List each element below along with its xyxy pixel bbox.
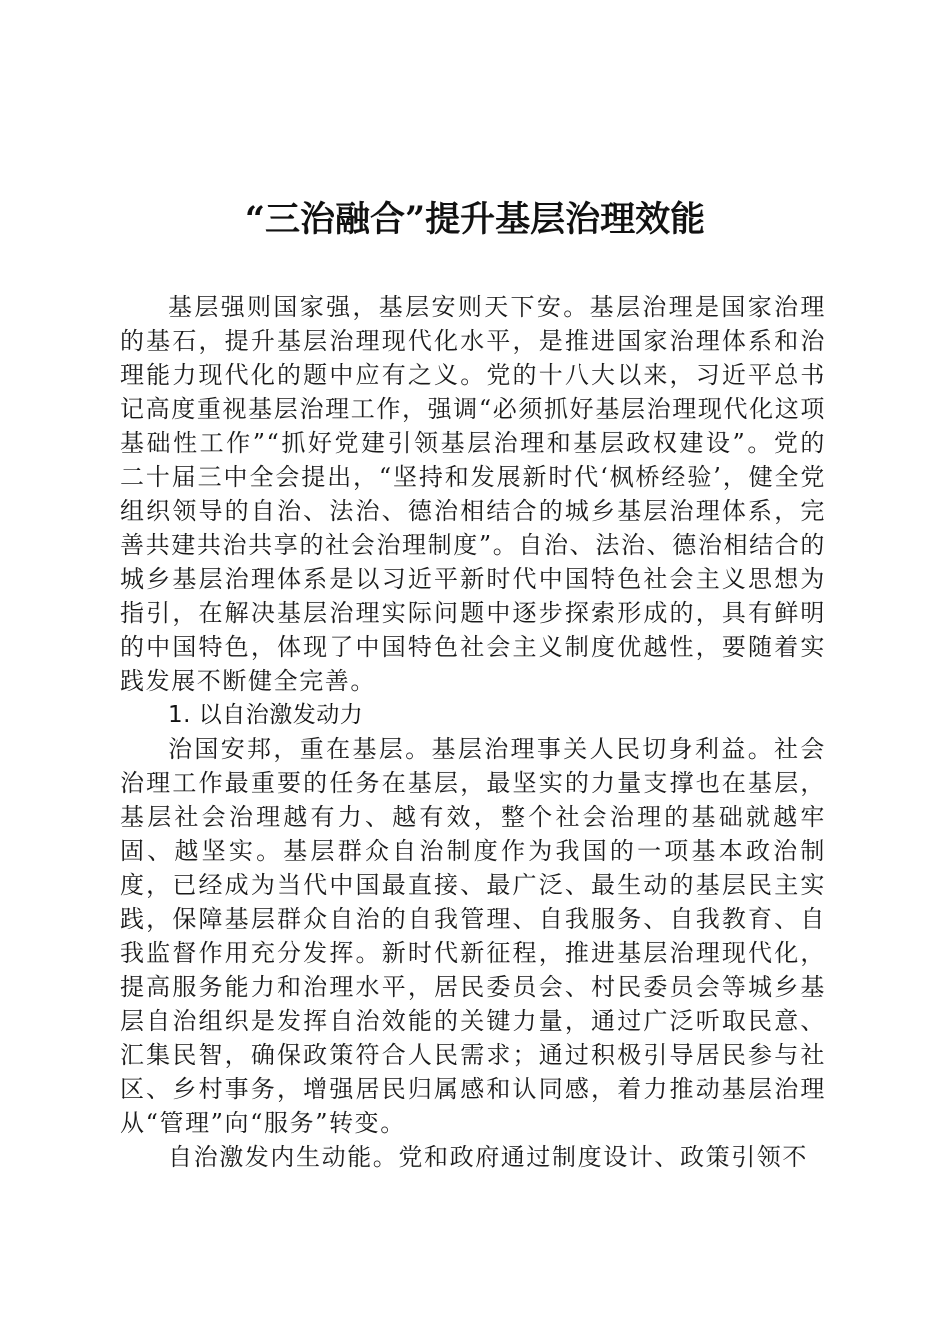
paragraph-self-governance: 治国安邦，重在基层。基层治理事关人民切身利益。社会治理工作最重要的任务在基层，最坚实的力量支撑也在基层，基层社会治理越有力、越有效，整个社会治理的基础就越牢固、越坚实。基层群众自治制度作为我国的一项基本政治制度，已经成为当代中国最直接、最广泛、最生动的基层民主实践，保障基层群众自治的自我管理、自我服务、自我教育、自我监督作用充分发挥。新时代新征程，推进基层治理现代化，提高服务能力和治理水平，居民委员会、村民委员会等城乡基层自治组织是发挥自治效能的关键力量，通过广泛听取民意、汇集民智，确保政策符合人民需求；通过积极引导居民参与社区、乡村事务，增强居民归属感和认同感，着力推动基层治理从“管理”向“服务”转变。 (120, 735, 826, 1137)
document-body (120, 290, 826, 1174)
paragraph-intro: 基层强则国家强，基层安则天下安。基层治理是国家治理的基石，提升基层治理现代化水平，是推进国家治理体系和治理能力现代化的题中应有之义。党的十八大以来，习近平总书记高度重视基层治理工作，强调“必须抓好基层治理现代化这项基础性工作”“抓好党建引领基层治理和基层政权建设”。党的二十届三中全会提出，“坚持和发展新时代‘枫桥经验’，健全党组织领导的自治、法治、德治相结合的城乡基层治理体系，完善共建共治共享的社会治理制度”。自治、法治、德治相结合的城乡基层治理体系是以习近平新时代中国特色社会主义思想为指引，在解决基层治理实际问题中逐步探索形成的，具有鲜明的中国特色，体现了中国特色社会主义制度优越性，要随着实践发展不断健全完善。 (120, 293, 826, 695)
section-heading-self-governance: 1. 以自治激发动力 (168, 702, 364, 728)
paragraph-self-governance-continued: 自治激发内生动能。党和政府通过制度设计、政策引领不 (168, 1143, 808, 1171)
document-title: “三治融合”提升基层治理效能 (244, 199, 706, 240)
